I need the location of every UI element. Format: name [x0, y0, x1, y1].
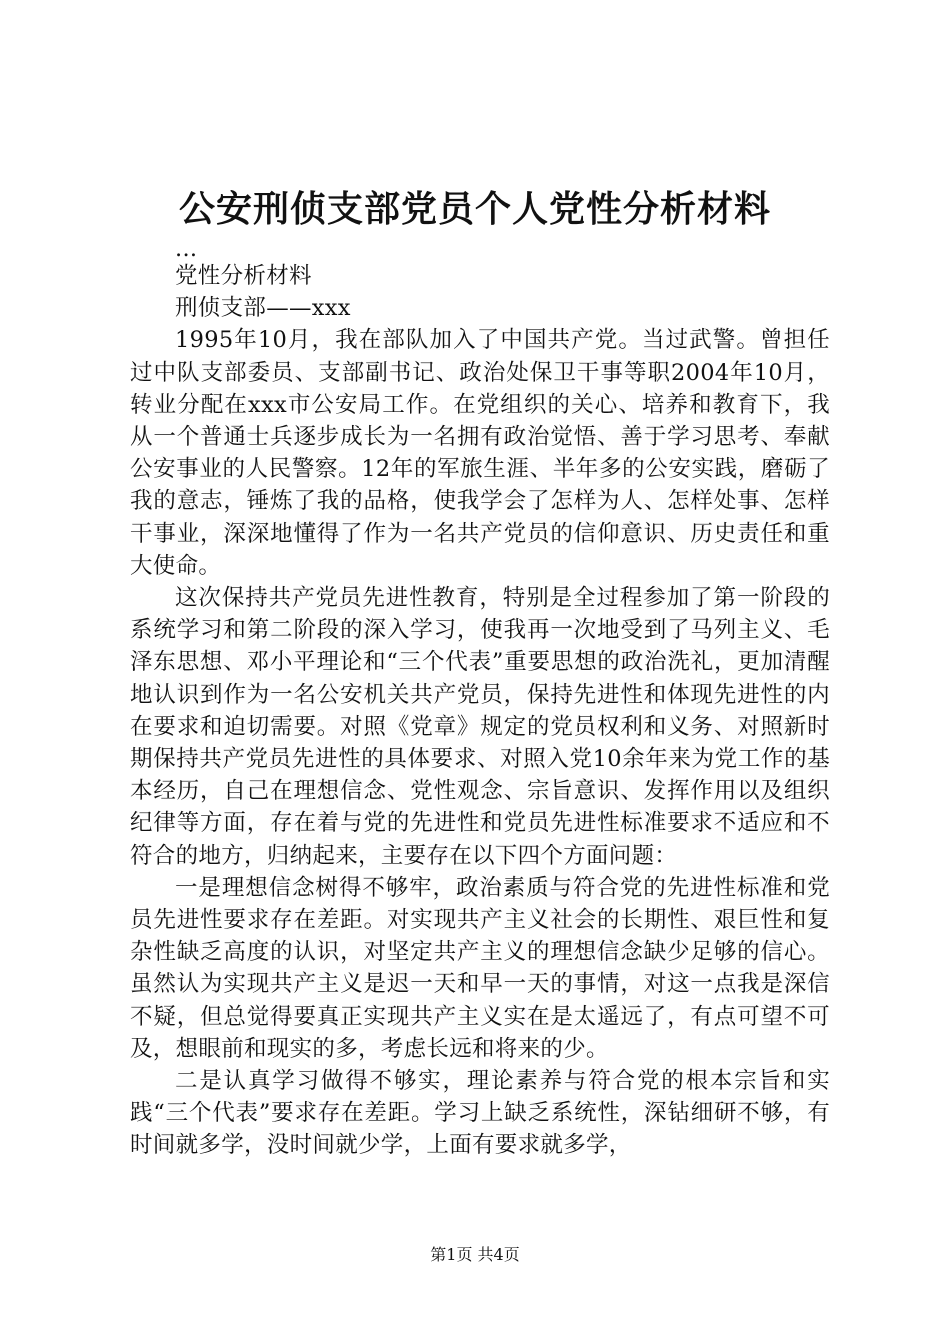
ellipsis-line: ... [175, 236, 198, 262]
paragraph-education: 这次保持共产党员先进性教育，特别是全过程参加了第一阶段的系统学习和第二阶段的深入学习，使我再一次地受到了马列主义、毛泽东思想、邓小平理论和“三个代表”重要思想的政治洗礼，更加清醒地认识到作为一名公安机关共产党员，保持先进性和体现先进性的内在要求和迫切需要。对照《党章》规定的党员权利和义务、对照新时期保持共产党员先进性的具体要求、对照入党10余年来为党工作的基本经历，自己在理想信念、党性观念、宗旨意识、发挥作用以及组织纪律等方面，存在着与党的先进性和党员先进性标准要求不适应和不符合的地方，归纳起来，主要存在以下四个方面问题： [130, 585, 830, 869]
paragraph-background: 1995年10月，我在部队加入了中国共产党。当过武警。曾担任过中队支部委员、支部副书记、政治处保卫干事等职2004年10月，转业分配在xxx市公安局工作。在党组织的关心、培养和教育下，我从一个普通士兵逐步成长为一名拥有政治觉悟、善于学习思考、奉献公安事业的人民警察。12年的军旅生涯、半年多的公安实践，磨砺了我的意志，锤炼了我的品格，使我学会了怎样为人、怎样处事、怎样干事业，深深地懂得了作为一名共产党员的信仰意识、历史责任和重大使命。 [130, 327, 830, 579]
page-footer: 第1页 共4页 [430, 1245, 520, 1264]
paragraph-issue-two: 二是认真学习做得不够实，理论素养与符合党的根本宗旨和实践“三个代表”要求存在差距。学习上缺乏系统性，深钻细研不够，有时间就多学，没时间就少学，上面有要求就多学， [130, 1068, 830, 1159]
paragraph-subtitle: 党性分析材料 [175, 263, 312, 289]
paragraph-issue-one: 一是理想信念树得不够牢，政治素质与符合党的先进性标准和党员先进性要求存在差距。对实现共产主义社会的长期性、艰巨性和复杂性缺乏高度的认识，对坚定共产主义的理想信念缺少足够的信心。虽然认为实现共产主义是迟一天和早一天的事情，对这一点我是深信不疑，但总觉得要真正实现共产主义实在是太遥远了，有点可望不可及，想眼前和现实的多，考虑长远和将来的少。 [130, 874, 830, 1062]
paragraph-author: 刑侦支部——xxx [175, 295, 351, 322]
document-body [130, 238, 830, 1162]
document-title: 公安刑侦支部党员个人党性分析材料 [178, 188, 771, 230]
